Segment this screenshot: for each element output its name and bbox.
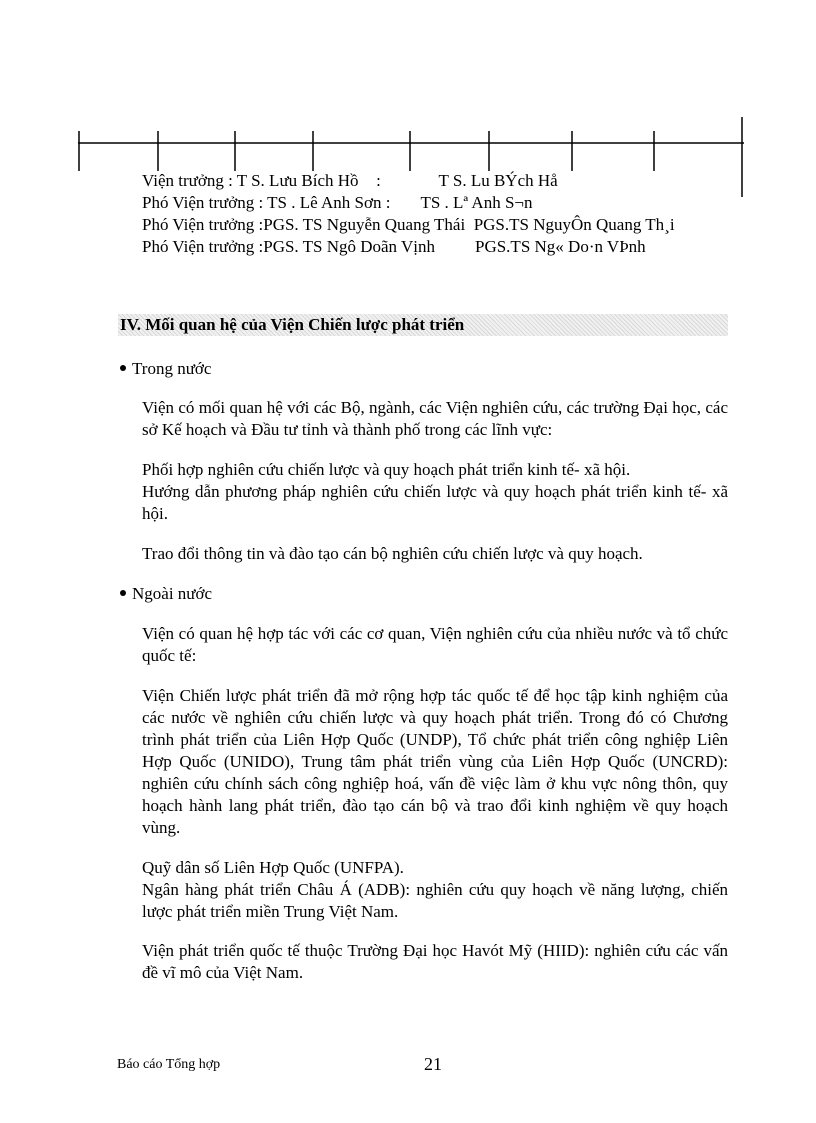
leader-name-alt: TS . Lª Anh S¬n [420,193,533,212]
paragraph: Viện có mối quan hệ với các Bộ, ngành, các Viện nghiên cứu, các trường Đại học, các sở Kế hoạch và Đầu tư tỉnh và thành phố trong các lĩnh vực: [142,398,728,439]
bullet-label: Trong nước [132,359,212,378]
domestic-intro [142,397,728,441]
paragraph: Trao đổi thông tin và đào tạo cán bộ nghiên cứu chiến lược và quy hoạch. [142,544,643,563]
leader-row [142,192,742,214]
leader-row [142,214,742,236]
foreign-para-3 [142,940,728,984]
leader-name-alt: T S. Lu BÝch Hå [438,171,558,190]
paragraph: Viện phát triển quốc tế thuộc Trường Đại học Havót Mỹ (HIID): nghiên cứu các vấn đề vĩ mô của Việt Nam. [142,941,728,982]
paragraph: Viện Chiến lược phát triển đã mở rộng hợp tác quốc tế để học tập kinh nghiệm của các nước về nghiên cứu chiến lược và quy hoạch phát triển. Trong đó có Chương trình phát triển của Liên Hợp Quốc (UNDP), Tổ chức phát triển công nghiệp Liên Hợp Quốc (UNIDO), Trung tâm phát triển vùng của Liên Hợp Quốc (UNCRD): nghiên cứu chính sách công nghiệp hoá, vấn đề việc làm ở khu vực nông thôn, quy hoạch hành lang phát triển, đào tạo cán bộ và trao đổi kinh nghiệm về quy hoạch vùng. [142,686,728,837]
domestic-item-1 [142,459,728,525]
foreign-para-2 [142,857,728,923]
bullet-foreign [120,583,212,605]
paragraph: Viện có quan hệ hợp tác với các cơ quan, Viện nghiên cứu của nhiều nước và tổ chức quốc tế: [142,624,728,665]
section-heading: IV. Mối quan hệ của Viện Chiến lược phát triển [118,314,728,336]
leader-name-alt: PGS.TS NguyÔn Quang Th¸i [473,215,675,234]
leader-name: Phó Viện trưởng : TS . Lê Anh Sơn : [142,193,391,212]
paragraph: Phối hợp nghiên cứu chiến lược và quy hoạch phát triển kinh tế- xã hội. [142,460,631,479]
bullet-label: Ngoài nước [132,584,213,603]
leadership-list [142,170,742,258]
leader-name: Viện trưởng : T S. Lưu Bích Hồ [142,171,359,190]
paragraph: Hướng dẫn phương pháp nghiên cứu chiến lược và quy hoạch phát triển kinh tế- xã hội. [142,482,728,523]
paragraph: Quỹ dân số Liên Hợp Quốc (UNFPA). [142,858,404,877]
page-number: 21 [424,1054,442,1074]
leader-name: Phó Viện trưởng :PGS. TS Nguyễn Quang Thái [142,215,466,234]
bullet-dot-icon [120,365,126,371]
paragraph: Ngân hàng phát triển Châu Á (ADB): nghiên cứu quy hoạch về năng lượng, chiến lược phát triển miền Trung Việt Nam. [142,880,728,921]
leader-row [142,170,742,192]
foreign-para-1 [142,685,728,839]
bullet-dot-icon [120,590,126,596]
footer-title: Báo cáo Tổng hợp [117,1057,221,1072]
foreign-intro [142,623,728,667]
leader-row [142,236,742,258]
leader-separator: : [376,171,381,190]
leader-name: Phó Viện trưởng :PGS. TS Ngô Doãn Vịnh [142,237,435,256]
domestic-item-2 [142,543,728,565]
leader-name-alt: PGS.TS Ng« Do·n VÞnh [475,237,646,256]
bullet-domestic [120,358,211,380]
